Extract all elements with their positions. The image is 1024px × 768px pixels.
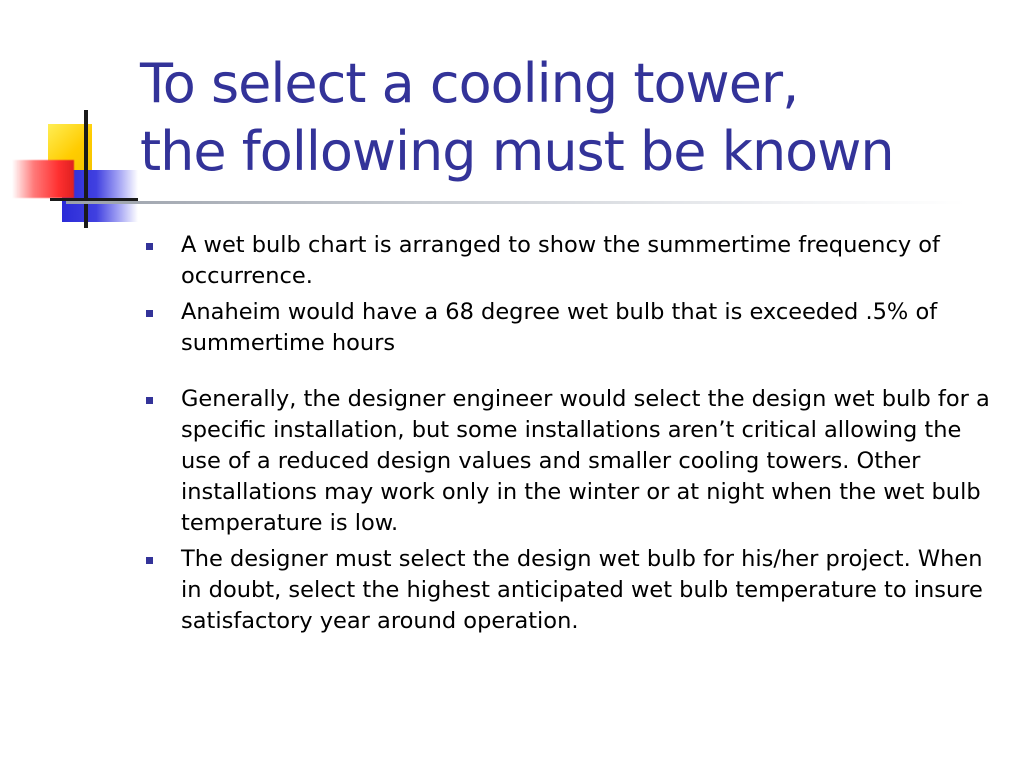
square-bullet-icon xyxy=(146,397,153,404)
vertical-line-icon xyxy=(84,110,88,228)
bullet-item xyxy=(146,230,996,292)
red-square-icon xyxy=(12,160,74,198)
bullet-text: A wet bulb chart is arranged to show the summertime frequency of occurrence. xyxy=(181,232,940,289)
square-bullet-icon xyxy=(146,310,153,317)
square-bullet-icon xyxy=(146,557,153,564)
bullet-item xyxy=(146,544,996,637)
decorative-squares-logo xyxy=(0,0,140,240)
title-divider xyxy=(66,201,966,204)
title-line-2: the following must be known xyxy=(140,120,894,183)
bullet-text: Generally, the designer engineer would select the design wet bulb for a specific installation, but some installations aren’t critical allowing the use of a reduced design values and smaller cooling towers. Other installations may work only in the winter or at night when the wet bulb temperature is low. xyxy=(181,386,990,536)
slide-title xyxy=(140,50,1000,186)
bullet-list xyxy=(146,230,996,642)
title-line-1: To select a cooling tower, xyxy=(140,52,799,115)
bullet-text: Anaheim would have a 68 degree wet bulb that is exceeded .5% of summertime hours xyxy=(181,299,938,356)
bullet-text: The designer must select the design wet bulb for his/her project. When in doubt, select the highest anticipated wet bulb temperature to insure satisfactory year around operation. xyxy=(181,546,983,634)
bullet-item xyxy=(146,384,996,539)
square-bullet-icon xyxy=(146,243,153,250)
bullet-item xyxy=(146,297,996,359)
